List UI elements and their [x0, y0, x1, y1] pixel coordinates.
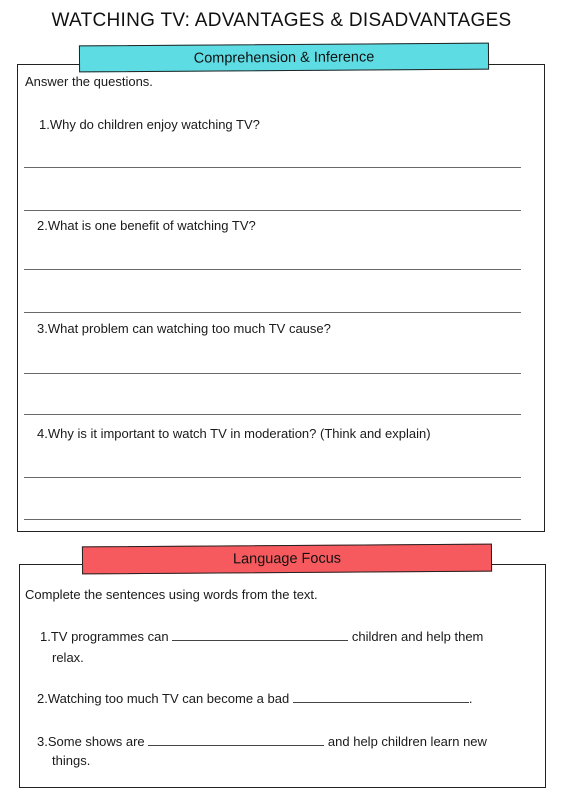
question-text: Why do children enjoy watching TV?	[49, 117, 260, 132]
answer-line[interactable]	[24, 414, 521, 415]
question-4	[37, 423, 431, 444]
question-3	[37, 318, 331, 339]
question-number: 3.	[37, 321, 48, 336]
sentence-text: TV programmes can	[50, 629, 169, 644]
page-title: WATCHING TV: ADVANTAGES & DISADVANTAGES	[51, 10, 512, 31]
comprehension-heading: Comprehension & Inference	[79, 43, 489, 73]
question-text: What is one benefit of watching TV?	[47, 218, 256, 233]
sentence-text: Watching too much TV can become a bad	[47, 691, 290, 706]
question-2	[37, 215, 256, 236]
language-focus-heading: Language Focus	[82, 544, 492, 575]
sentence-text: and help children learn new	[327, 734, 487, 749]
question-1	[39, 114, 260, 135]
sentence-2	[37, 688, 472, 709]
sentence-text: Some shows are	[47, 734, 145, 749]
question-text: What problem can watching too much TV cause?	[47, 321, 331, 336]
question-number: 2.	[37, 218, 48, 233]
question-number: 1.	[39, 117, 50, 132]
fill-blank[interactable]	[148, 734, 324, 746]
answer-line[interactable]	[24, 477, 521, 478]
answer-line[interactable]	[24, 373, 521, 374]
fill-blank[interactable]	[172, 629, 348, 641]
answer-line[interactable]	[24, 210, 521, 211]
question-number: 4.	[37, 426, 48, 441]
answer-line[interactable]	[24, 269, 521, 270]
language-focus-instruction: Complete the sentences using words from the text.	[25, 587, 318, 602]
sentence-1	[40, 626, 483, 647]
sentence-text: .	[468, 691, 473, 706]
sentence-1-continued: relax.	[52, 650, 84, 665]
answer-line[interactable]	[24, 312, 521, 313]
sentence-number: 1.	[40, 629, 51, 644]
sentence-number: 3.	[37, 734, 48, 749]
comprehension-instruction: Answer the questions.	[25, 74, 153, 89]
sentence-3	[37, 731, 487, 752]
answer-line[interactable]	[24, 519, 521, 520]
sentence-3-continued: things.	[52, 753, 91, 768]
fill-blank[interactable]	[293, 691, 469, 703]
question-text: Why is it important to watch TV in moderation? (Think and explain)	[47, 426, 431, 441]
sentence-number: 2.	[37, 691, 48, 706]
answer-line[interactable]	[24, 167, 521, 168]
sentence-text: children and help them	[351, 629, 484, 644]
